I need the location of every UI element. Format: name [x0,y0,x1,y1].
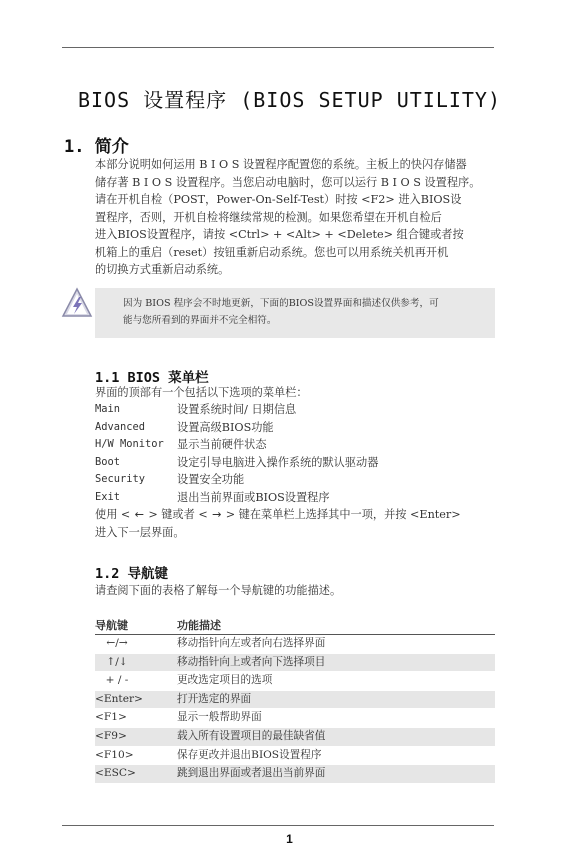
intro-line: 请在开机自检（POST，Power-On-Self-Test）时按 <F2> 进入BIOS设 [95,193,462,206]
nav-key: <F9> [95,729,127,742]
intro-line: 进入BIOS设置程序，请按 <Ctrl> + <Alt> + <Delete> 组合键或者按 [95,228,464,241]
menu-item-boot [95,454,497,472]
usage-text: 使用 < [95,508,131,521]
nav-intro: 请查阅下面的表格了解每一个导航键的功能描述。 [95,584,342,597]
menu-key: Main [95,403,121,415]
usage-text: > 键或者 < [148,508,208,521]
nav-desc: 更改选定项目的选项 [177,674,273,687]
menu-desc: 设置安全功能 [177,473,245,486]
intro-line: 储存著 B I O S 设置程序。当您启动电脑时，您可以运行 B I O S 设置程序。 [95,175,481,189]
table-row [95,672,495,691]
intro-paragraph [95,156,497,279]
nav-key: + / - [105,674,129,687]
intro-line: 的切换方式重新启动系统。 [95,263,230,276]
menu-item-hw-monitor [95,436,497,454]
section-1-heading: 1. 简介 [64,137,129,157]
menu-intro: 界面的顶部有一个包括以下选项的菜单栏： [95,386,308,399]
menu-desc: 显示当前硬件状态 [177,438,267,451]
nav-key: <ESC> [95,767,136,780]
col-desc-header: 功能描述 [177,619,221,632]
nav-desc: 移动指针向左或者向右选择界面 [177,637,326,649]
menu-desc: 退出当前界面或BIOS设置程序 [177,490,330,504]
arrow-left-icon: ← [134,508,144,521]
menu-item-security [95,471,497,489]
bottom-rule [62,825,494,826]
menu-usage [95,506,497,541]
intro-line: 置程序，否则，开机自检将继续常规的检测。如果您希望在开机自检后 [95,210,442,224]
page-title: BIOS 设置程序 (BIOS SETUP UTILITY) [77,88,502,112]
nav-desc: 打开选定的界面 [177,692,252,705]
table-row [95,654,495,673]
menu-key: Security [95,473,146,485]
nav-desc: 载入所有设置项目的最佳缺省值 [177,729,326,742]
arrow-right-icon: → [212,508,222,521]
menu-desc: 设置系统时间/ 日期信息 [177,403,297,416]
nav-key: <F10> [95,748,134,761]
menu-desc: 设定引导电脑进入操作系统的默认驱动器 [177,455,379,469]
nav-desc: 保存更改并退出BIOS设置程序 [177,748,322,761]
menu-item-exit [95,489,497,507]
table-row [95,691,495,710]
table-row [95,765,495,784]
nav-key: ↑/↓ [106,655,128,668]
nav-desc: 移动指针向上或者向下选择项目 [177,655,326,668]
table-row [95,747,495,766]
note-line: 因为 BIOS 程序会不时地更新，下面的BIOS设置界面和描述仅供参考，可 [123,298,439,309]
page-number: 1 [286,832,293,846]
nav-desc: 跳到退出界面或者退出当前界面 [177,767,326,780]
col-key-header: 导航键 [95,619,128,632]
nav-desc: 显示一般帮助界面 [177,711,262,724]
menu-item-main [95,401,497,419]
menu-item-advanced [95,419,497,437]
nav-key: <F1> [95,711,127,724]
menu-key: Advanced [95,420,146,433]
note-text [123,295,483,329]
table-row [95,635,495,654]
usage-line-2: 进入下一层界面。 [95,525,185,539]
nav-key-table [95,617,495,784]
intro-line: 机箱上的重启（reset）按钮重新启动系统。您也可以用系统关机再开机 [95,245,449,259]
nav-key: ←/→ [106,637,128,649]
menu-desc: 设置高级BIOS功能 [177,420,274,434]
section-1-1-heading: 1.1 BIOS 菜单栏 [95,370,209,386]
top-rule [62,47,494,48]
warning-triangle-icon [60,286,94,320]
usage-line-1 [95,506,497,524]
table-row [95,709,495,728]
section-1-2-heading: 1.2 导航键 [95,566,169,582]
intro-line: 本部分说明如何运用 B I O S 设置程序配置您的系统。主板上的快闪存储器 [95,158,467,171]
nav-key: <Enter> [95,692,143,705]
menu-key: Exit [95,490,121,503]
menu-key: H/W Monitor [95,438,164,450]
menu-key: Boot [95,455,121,468]
note-box [95,288,495,338]
usage-text: > 键在菜单栏上选择其中一项，并按 <Enter> [225,508,461,521]
table-header [95,617,495,635]
table-row [95,728,495,747]
note-line: 能与您所看到的界面并不完全相符。 [123,315,277,326]
